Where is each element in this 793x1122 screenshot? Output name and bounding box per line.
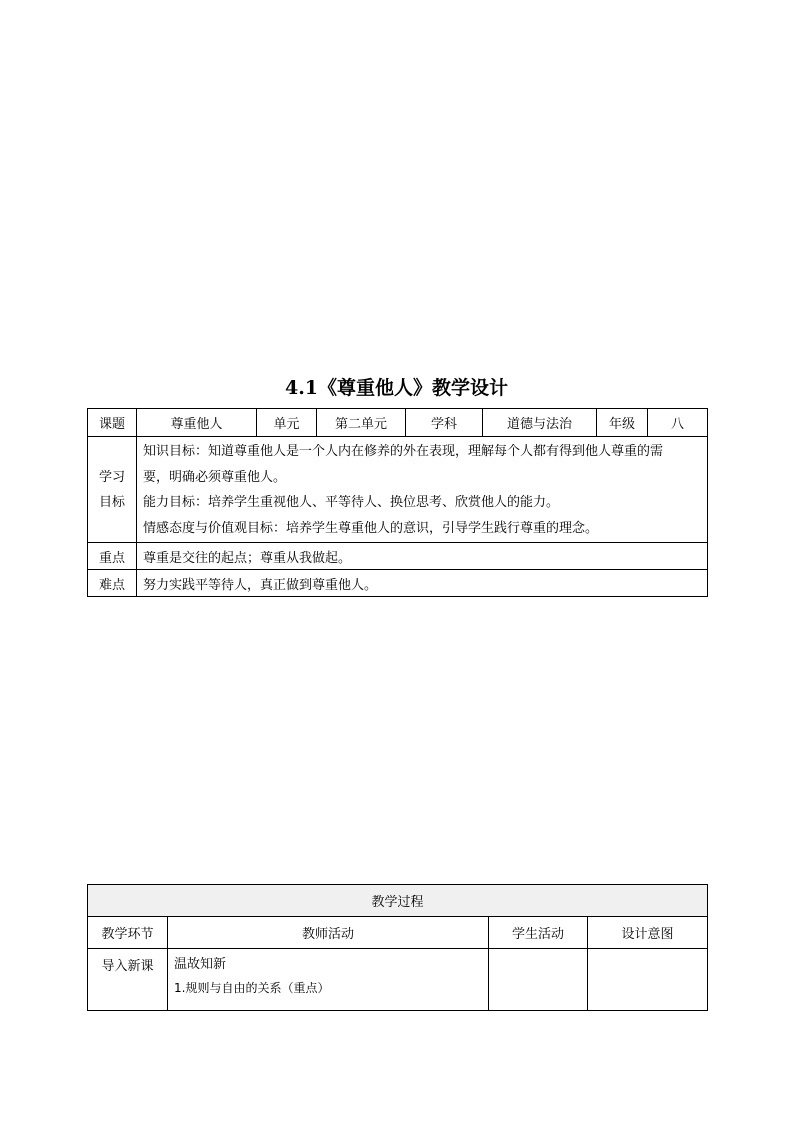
document-title: 4.1《尊重他人》教学设计 xyxy=(284,377,509,399)
key-points-text: 尊重是交往的起点；尊重从我做起。 xyxy=(137,543,708,570)
info-row-basic xyxy=(88,409,708,437)
col-student-activity: 学生活动 xyxy=(489,917,588,949)
activity-line: 温故知新 xyxy=(174,957,227,972)
teaching-process-table xyxy=(87,884,708,1011)
process-header: 教学过程 xyxy=(88,885,708,917)
process-header-row xyxy=(88,885,708,917)
info-row-key xyxy=(88,543,708,570)
label-goals-line1: 学习 xyxy=(98,469,125,485)
teacher-activity-cell xyxy=(168,949,489,1011)
value-grade: 八 xyxy=(648,409,708,437)
info-row-goals xyxy=(88,437,708,543)
label-goals xyxy=(88,437,137,543)
value-topic: 尊重他人 xyxy=(137,409,257,437)
label-subject: 学科 xyxy=(406,409,483,437)
label-key-points: 重点 xyxy=(88,543,137,570)
table-row xyxy=(88,949,708,1011)
col-design-intent: 设计意图 xyxy=(588,917,708,949)
goals-text xyxy=(137,437,708,543)
col-teacher-activity: 教师活动 xyxy=(168,917,489,949)
label-difficult-points: 难点 xyxy=(88,570,137,597)
info-row-difficult xyxy=(88,570,708,597)
stage-cell: 导入新课 xyxy=(88,949,168,1011)
goal-line: 能力目标：培养学生重视他人、平等待人、换位思考、欣赏他人的能力。 xyxy=(143,495,560,510)
student-activity-cell xyxy=(489,949,588,1011)
goal-line: 要，明确必须尊重他人。 xyxy=(143,469,287,485)
label-grade: 年级 xyxy=(597,409,648,437)
design-intent-cell xyxy=(588,949,708,1011)
col-stage: 教学环节 xyxy=(88,917,168,949)
value-subject: 道德与法治 xyxy=(483,409,597,437)
label-topic: 课题 xyxy=(88,409,137,437)
activity-line: 1.规则与自由的关系（重点） xyxy=(174,981,330,995)
difficult-points-text: 努力实践平等待人，真正做到尊重他人。 xyxy=(137,570,708,597)
label-goals-line2: 目标 xyxy=(98,494,125,510)
value-unit: 第二单元 xyxy=(317,409,406,437)
goal-line: 情感态度与价值观目标：培养学生尊重他人的意识，引导学生践行尊重的理念。 xyxy=(143,520,599,536)
process-columns-row xyxy=(88,917,708,949)
goal-line: 知识目标：知道尊重他人是一个人内在修养的外在表现，理解每个人都有得到他人尊重的需 xyxy=(143,444,664,459)
label-unit: 单元 xyxy=(257,409,317,437)
lesson-info-table xyxy=(87,408,708,597)
